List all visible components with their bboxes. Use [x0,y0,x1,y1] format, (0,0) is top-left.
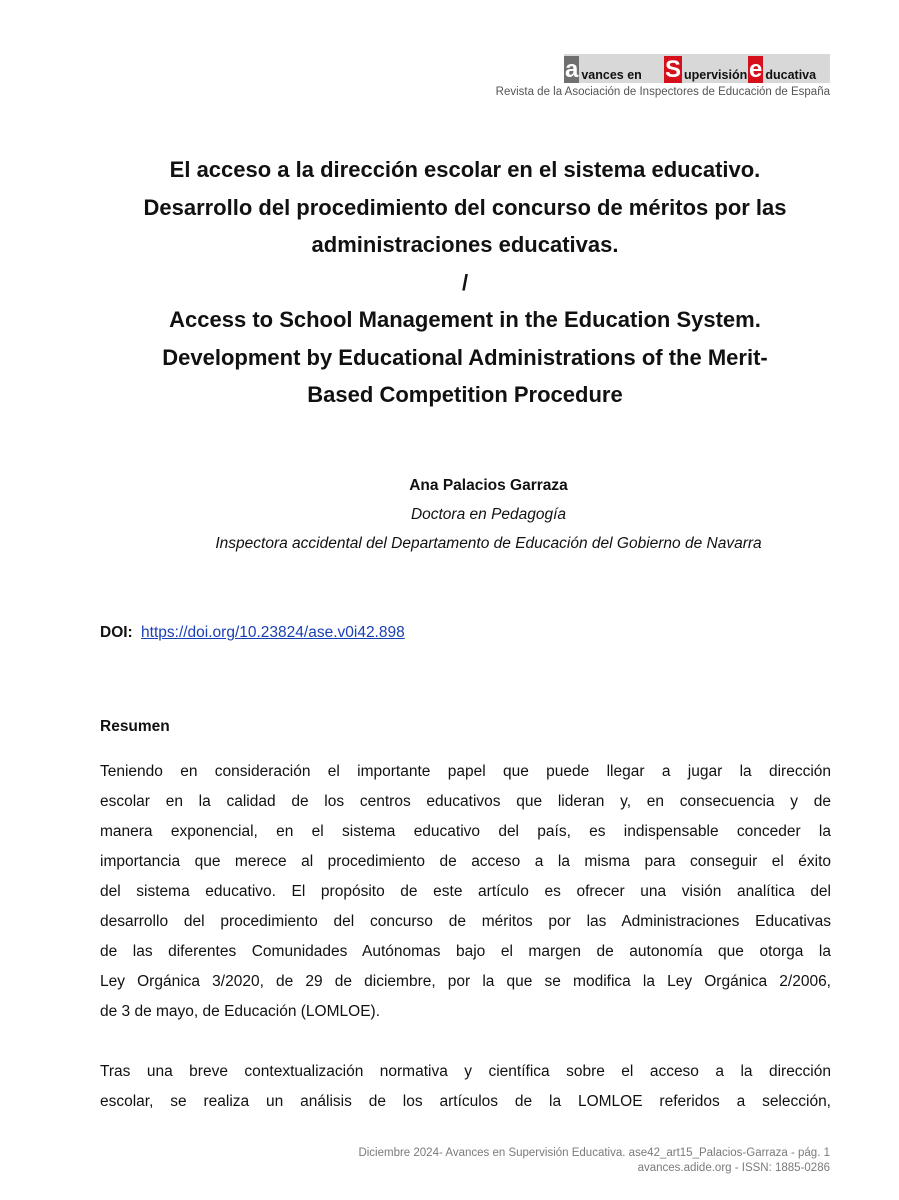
paragraph-line: de 3 de mayo, de Educación (LOMLOE). [100,1003,381,1020]
doi-line [100,624,405,642]
title-line: Access to School Management in the Education System. [169,307,761,332]
logo-word-supervision: upervisión [684,68,748,82]
title-line: Based Competition Procedure [307,382,623,407]
paragraph-line: de las diferentes Comunidades Autónomas bajo el margen de autonomía que otorga la [100,943,831,960]
logo-letter-a: a [565,56,579,83]
paragraph-line: escolar en la calidad de los centros educativos que lideran y, en consecuencia y de [100,793,831,810]
logo-segment-supervision [664,54,748,83]
author-name: Ana Palacios Garraza [409,477,568,494]
logo-segment-educativa [748,54,830,83]
logo-letter-e: e [749,56,763,83]
paragraph-line: escolar, se realiza un análisis de los artículos de la LOMLOE referidos a selección, [100,1093,831,1110]
title-line: Desarrollo del procedimiento del concurso de méritos por las [143,194,787,220]
author-affiliation: Inspectora accidental del Departamento de Educación del Gobierno de Navarra [215,535,762,552]
paragraph-line: Teniendo en consideración el importante papel que puede llegar a jugar la dirección [100,763,831,780]
footer-issn: avances.adide.org - ISSN: 1885-0286 [637,1162,830,1174]
paragraph-line: del sistema educativo. El propósito de este artículo es ofrecer una visión analítica del [100,883,831,900]
abstract-heading: Resumen [100,718,170,735]
author-block [90,471,887,558]
logo-letter-s: S [665,56,682,83]
journal-logo [564,54,830,83]
author-degree: Doctora en Pedagogía [410,506,567,523]
article-title [90,151,840,414]
doi-link[interactable]: https://doi.org/10.23824/ase.v0i42.898 [141,624,405,641]
paragraph-line: importancia que merece al procedimiento de acceso a la misma para conseguir el éxito [100,853,831,870]
journal-subtitle: Revista de la Asociación de Inspectores de Educación de España [495,86,830,98]
paragraph-line: Tras una breve contextualización normativa y científica sobre el acceso a la dirección [100,1063,831,1080]
footer-citation: Diciembre 2024- Avances en Supervisión Educativa. ase42_art15_Palacios-Garraza - pág. 1 [358,1147,830,1159]
doi-label: DOI: [100,624,133,641]
paragraph-line: desarrollo del procedimiento del concurso de méritos por las Administraciones Educativas [100,913,831,930]
logo-word-educativa: ducativa [765,68,817,82]
title-line: El acceso a la dirección escolar en el sistema educativo. [169,157,761,182]
title-separator: / [461,269,469,295]
title-line: administraciones educativas. [311,232,619,257]
abstract-paragraph-2 [100,1057,831,1117]
title-line: Development by Educational Administrations of the Merit- [162,344,768,370]
abstract-paragraph-1 [100,757,831,1027]
page-footer [358,1146,830,1176]
paragraph-line: Ley Orgánica 3/2020, de 29 de diciembre, por la que se modifica la Ley Orgánica 2/2006, [100,973,831,990]
paragraph-line: manera exponencial, en el sistema educativo del país, es indispensable conceder la [100,823,831,840]
logo-word-avances: vances en [581,68,642,82]
logo-segment-avances [564,54,664,83]
